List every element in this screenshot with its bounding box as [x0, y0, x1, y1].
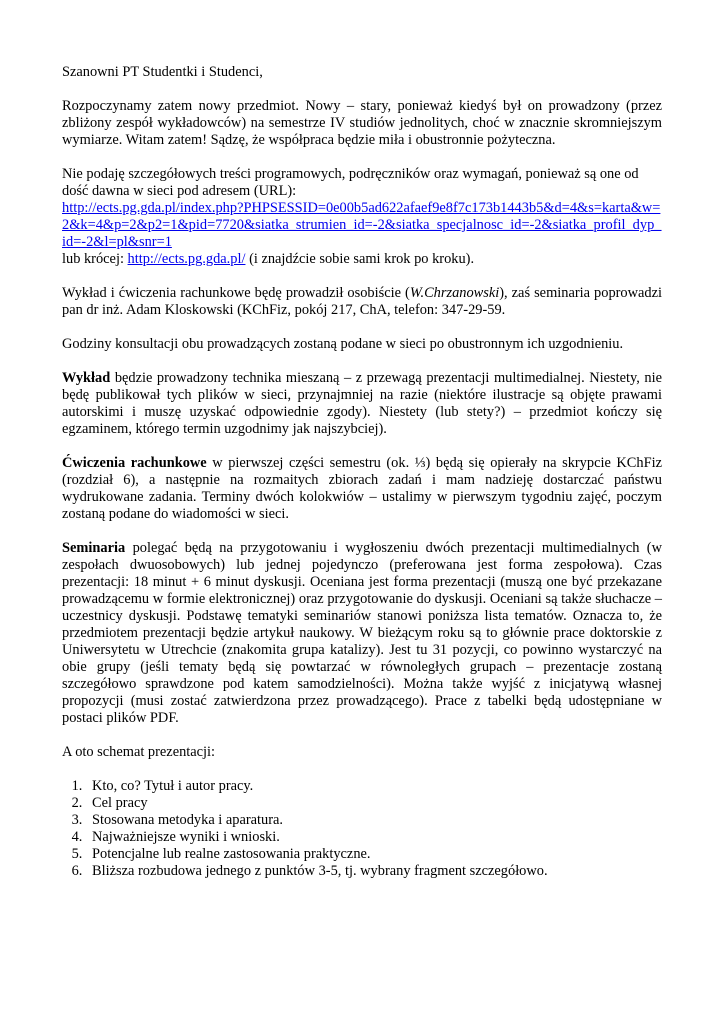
exercises-paragraph — [62, 455, 662, 523]
consultation-paragraph: Godziny konsultacji obu prowadzących zostaną podane w sieci po obustronnym ich uzgodnieniu. — [62, 336, 624, 352]
program-paragraph — [62, 166, 662, 268]
short-link-suffix: (i znajdźcie sobie sami krok po kroku). — [245, 251, 475, 267]
short-link-prefix: lub krócej: — [62, 251, 128, 267]
document-page — [62, 64, 662, 880]
lecture-paragraph — [62, 370, 662, 438]
lecture-label: Wykład — [62, 370, 111, 386]
schema-intro: A oto schemat prezentacji: — [62, 744, 216, 760]
list-item: 5. Potencjalne lub realne zastosowania praktyczne. — [86, 846, 662, 863]
list-item: 3. Stosowana metodyka i aparatura. — [86, 812, 662, 829]
program-long-link[interactable]: http://ects.pg.gda.pl/index.php?PHPSESSID=0e00b5ad622afaef9e8f7c173b1443b5&d=4&s=karta&w=2&k=4&p=2&p2=1&pid=7720&siatka_strumien_id=-2&siatka_specjalnosc_id=-2&siatka_profil_dyp_id=-2&l=pl&snr=1 — [62, 200, 662, 250]
lecturer-name: W.Chrzanowski — [409, 285, 500, 301]
exercises-label: Ćwiczenia rachunkowe — [62, 455, 207, 471]
list-item: 2. Cel pracy — [86, 795, 662, 812]
staff-paragraph — [62, 285, 662, 319]
program-text: Nie podaję szczegółowych treści programowych, podręczników oraz wymagań, ponieważ są one od dość dawna w sieci pod adresem (URL): — [62, 166, 639, 199]
seminars-text: polegać będą na przygotowaniu i wygłoszeniu dwóch prezentacji multimedialnych (w zespołach dwuosobowych) lub jednej pojedynczo (preferowana jest forma zespołowa). Czas prezentacji: 18 minut + 6 minut dyskusji. Oceniana jest forma prezentacji (muszą one być przekazane prowadzącemu w formie elektronicznej) oraz przygotowanie do dyskusji. Oceniani są także słuchacze – uczestnicy dyskusji. Podstawę tematyki seminariów stanowi poniższa lista tematów. Oznacza to, że przedmiotem prezentacji będzie artykuł naukowy. W bieżącym roku są to głównie prace doktorskie z Uniwersytetu w Utrechcie (znakomita grupa katalizy). Jest tu 31 pozycji, co powinno wystarczyć na obie grupy (jeśli tematy będą się powtarzać w równoległych grupach – prezentacje zostaną szczegółowo sprawdzone pod katem samodzielności). Można także wyjść z inicjatywą własnej propozycji (musi zostać zatwierdzona przez prowadzącego). Prace z tabelki będą udostępniane w postaci plików PDF. — [62, 540, 662, 726]
seminars-paragraph — [62, 540, 662, 727]
list-item: 6. Bliższa rozbudowa jednego z punktów 3-5, tj. wybrany fragment szczegółowo. — [86, 863, 662, 880]
list-item: 4. Najważniejsze wyniki i wnioski. — [86, 829, 662, 846]
schema-list — [62, 778, 662, 880]
staff-text-2: ), zaś seminaria poprowadzi pan dr inż. Adam Kloskowski (KChFiz, pokój 217, ChA, telefon: 347-29-59. — [62, 285, 662, 318]
seminars-label: Seminaria — [62, 540, 126, 556]
staff-text-1: Wykład i ćwiczenia rachunkowe będę prowadził osobiście ( — [62, 285, 410, 301]
intro-paragraph: Rozpoczynamy zatem nowy przedmiot. Nowy – stary, ponieważ kiedyś był on prowadzony (przez zbliżony zespół wykładowców) na semestrze IV studiów jednolitych, choć w znacznie skromniejszym wymiarze. Witam zatem! Sądzę, że współpraca będzie miła i obustronnie pożyteczna. — [62, 98, 662, 148]
exercises-text: w pierwszej części semestru (ok. ⅓) będą się opierały na skrypcie KChFiz (rozdział 6), a następnie na rozmaitych zbiorach zadań i mam nadzieję dostarczać państwu wydrukowane zadania. Terminy dwóch kolokwiów – ustalimy w pierwszym tygodniu zajęć, poczym zostaną podane do wiadomości w sieci. — [62, 455, 662, 522]
greeting: Szanowni PT Studentki i Studenci, — [62, 64, 263, 80]
program-short-link[interactable]: http://ects.pg.gda.pl/ — [127, 251, 246, 267]
lecture-text: będzie prowadzony technika mieszaną – z przewagą prezentacji multimedialnej. Niestety, nie będę publikował tych plików w sieci, przynajmniej na razie (niektóre ilustracje są objęte prawami autorskimi i muszę uzyskać odpowiednie zgody). Niestety (lub stety?) – przedmiot kończy się egzaminem, którego termin uzgodnimy jak najszybciej). — [62, 370, 662, 437]
list-item: 1. Kto, co? Tytuł i autor pracy. — [86, 778, 662, 795]
